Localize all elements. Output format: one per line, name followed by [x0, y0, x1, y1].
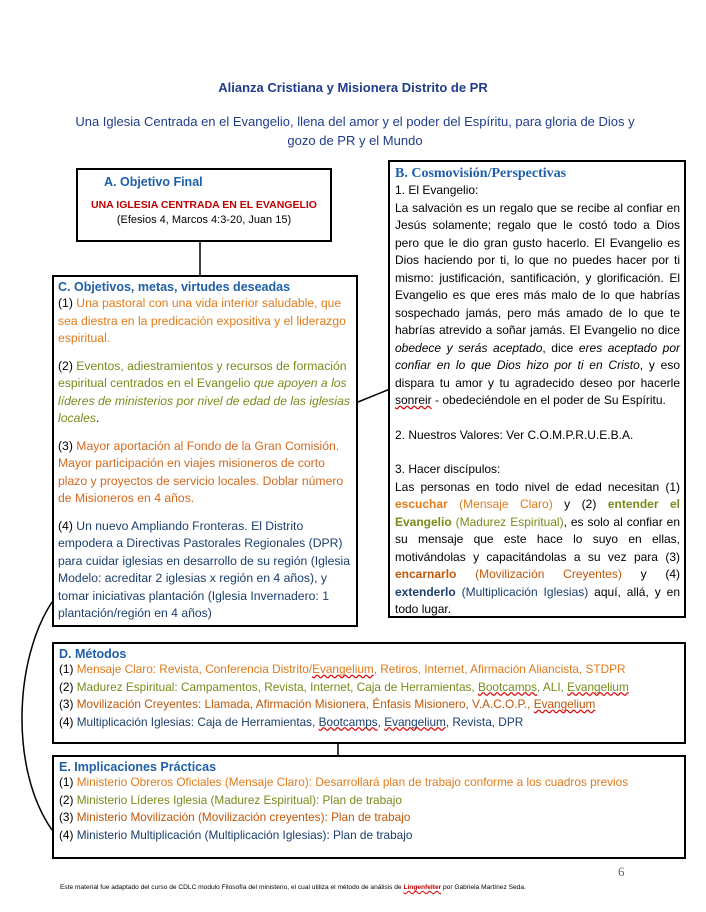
- goal-4: [58, 518, 352, 623]
- method-3-text: Movilización Creyentes: Llamada, Afirmación Misionera, Énfasis Misionero, V.A.C.O.P.,: [73, 697, 534, 711]
- p3-text: Las personas en todo nivel de edad necesitan (1): [395, 479, 680, 494]
- method-1-text: Mensaje Claro: Revista, Conferencia Distrito/: [73, 662, 313, 676]
- goal-3-text: Mayor aportación al Fondo de la Gran Comisión. Mayor participación en viajes misioneros de corto plazo y proyectos de servicio locales. Doblar número de Misioneros en 4 años.: [58, 438, 344, 505]
- box-metodos: [52, 642, 686, 744]
- p3-extenderlo: extenderlo: [395, 584, 456, 599]
- page-number: 6: [618, 864, 625, 879]
- method-4-text-2: ,: [377, 714, 385, 729]
- p1-text: La salvación es un regalo que se recibe al confiar en Jesús solamente; regalo que le costó todo a Dios pero que le dio gran gusto hacerlo. El Evangelio es Dios haciendo por ti, lo que no puedes hacer por ti mismo: justificación, santificación, y glorificación. El Evangelio es que eres más malo de lo que habrías sospechado jamás, pero más amado de lo que te habrías atrevido a soñar jamás. El Evangelio no dice: [395, 200, 680, 337]
- method-2: [59, 679, 680, 697]
- document-title: Alianza Cristiana y Misionera Distrito de PR: [218, 80, 488, 95]
- p1-text-3: , y eso dispara tu amor y tu agradecido deseo por hacerle: [395, 358, 680, 390]
- box-b-paragraph-3: [395, 479, 680, 619]
- box-cosmovision: [388, 160, 686, 618]
- method-3-misspelled: Evangelium: [533, 697, 596, 711]
- p3-multiplicacion: (Multiplicación Iglesias): [455, 584, 589, 599]
- p3-mensaje-claro: (Mensaje Claro): [447, 497, 553, 511]
- method-4-text: Multiplicación Iglesias: Caja de Herramientas,: [73, 714, 319, 729]
- implication-1-number: (1): [59, 775, 74, 789]
- implication-2: [59, 792, 680, 810]
- box-c-heading: C. Objetivos, metas, virtudes deseadas: [58, 280, 291, 294]
- p1-em-1: obedece y serás aceptado: [395, 340, 543, 355]
- footer-note-author: Lingenfelter: [403, 884, 442, 891]
- p3-text-5: aquí, allá, y en todo lugar.: [395, 584, 680, 616]
- method-4-text-3: , Revista, DPR: [445, 714, 524, 729]
- box-d-heading: D. Métodos: [59, 647, 127, 661]
- implication-4-text: Ministerio Multiplicación (Multiplicación Iglesias): Plan de trabajo: [73, 827, 413, 842]
- goal-1-text: Una pastoral con una vida interior saludable, que sea diestra en la predicación expositiva y el liderazgo espiritual.: [58, 296, 346, 345]
- p1-text-4: - obedeciéndole en el poder de Su Espíritu.: [431, 393, 666, 407]
- box-b-item2: 2. Nuestros Valores: Ver C.O.M.P.R.U.E.B.A.: [395, 427, 634, 442]
- box-implicaciones: [52, 755, 686, 859]
- method-2-misspelled-2: Evangelium: [567, 679, 629, 694]
- p3-text-3: , es solo al confiar en su mensaje que este hace lo suyo en ellas, motivándolas y capacitándolas a su vez para (3): [395, 514, 680, 564]
- implication-2-number: (2): [59, 792, 74, 807]
- p3-text-2: y (2): [552, 497, 608, 511]
- goal-2-number: (2): [58, 358, 73, 373]
- p3-escuchar: escuchar: [395, 497, 448, 511]
- goal-1-number: (1): [58, 296, 73, 310]
- method-4-misspelled-1: Bootcamps: [318, 714, 378, 729]
- method-2-text: Madurez Espiritual: Campamentos, Revista, Internet, Caja de Herramientas,: [73, 679, 478, 694]
- goal-3: [58, 438, 352, 508]
- footer-note-text-2: por Gabriela Martínez Seda.: [441, 884, 526, 891]
- connector-c-e: [22, 602, 52, 830]
- method-2-number: (2): [59, 679, 74, 694]
- p3-madurez: (Madurez Espiritual): [451, 514, 564, 529]
- box-objetivo-final: [76, 168, 332, 242]
- goal-1: [58, 295, 352, 348]
- method-2-misspelled-1: Bootcamps: [477, 679, 537, 694]
- document-subtitle: Una Iglesia Centrada en el Evangelio, llena del amor y el poder del Espíritu, para gloria de Dios y gozo de PR y el Mundo: [75, 114, 635, 148]
- goal-2-text: Eventos, adiestramientos y recursos de formación espiritual centrados en el Evangelio: [58, 358, 347, 390]
- goal-4-number: (4): [58, 518, 73, 533]
- p1-misspelled-word: sonreir: [395, 393, 432, 407]
- box-b-item1-title: 1. El Evangelio:: [395, 183, 479, 197]
- implication-3-number: (3): [59, 810, 74, 824]
- method-2-text-2: , ALI,: [536, 679, 568, 694]
- box-b-heading: B. Cosmovisión/Perspectivas: [395, 166, 567, 181]
- implication-3-text: Ministerio Movilización (Movilización creyentes): Plan de trabajo: [73, 810, 411, 824]
- p3-entender: entender el Evangelio: [395, 497, 680, 529]
- goal-2-end: .: [95, 411, 100, 425]
- implication-2-text: Ministerio Líderes Iglesia (Madurez Espiritual): Plan de trabajo: [73, 792, 402, 807]
- method-4-misspelled-2: Evangelium: [384, 714, 446, 729]
- implication-1-text: Ministerio Obreros Oficiales (Mensaje Claro): Desarrollará plan de trabajo conforme a los cuadros previos: [73, 775, 629, 789]
- goal-3-number: (3): [58, 438, 73, 453]
- method-1-misspelled: Evangelium: [312, 662, 374, 676]
- box-a-refs: (Efesios 4, Marcos 4:3-20, Juan 15): [116, 214, 292, 226]
- connector-c-b: [358, 389, 390, 402]
- method-1: [59, 661, 680, 679]
- p3-movilizacion: (Movilización Creyentes): [456, 567, 622, 581]
- goal-4-text: Un nuevo Ampliando Fronteras. El Distrito empodera a Directivas Pastorales Regionales (DPR) para cuidar iglesias en desarrollo de su región (Iglesia Modelo: acreditar 2 iglesias x región en 4 años), y tomar iniciativas plantación (Iglesia Invernadero: 1 plantación/región en 4 años): [58, 518, 350, 620]
- box-a-main: UNA IGLESIA CENTRADA EN EL EVANGELIO: [91, 199, 317, 211]
- method-3: [59, 696, 680, 714]
- p3-text-4: y (4): [621, 567, 680, 581]
- p1-em-2: eres aceptado por confiar en lo que Dios hizo por ti en Cristo: [395, 340, 681, 372]
- footer-note: [60, 884, 700, 891]
- method-1-text-2: , Retiros, Internet, Afirmación Aliancista, STDPR: [373, 662, 626, 676]
- box-e-heading: E. Implicaciones Prácticas: [59, 760, 217, 774]
- box-b-item3-title: 3. Hacer discípulos:: [395, 462, 501, 476]
- method-4-number: (4): [59, 714, 74, 729]
- box-objetivos-metas: [52, 275, 358, 627]
- method-3-number: (3): [59, 697, 74, 711]
- goal-2: [58, 358, 352, 428]
- implication-4: [59, 827, 680, 845]
- implication-3: [59, 809, 680, 827]
- goal-2-emphasis: que apoyen a los líderes de ministerios por nivel de edad de las iglesias locales: [58, 376, 350, 425]
- implication-4-number: (4): [59, 827, 74, 842]
- footer-note-text: Este material fue adaptado del curso de CDLC modulo Filosofía del ministerio, el cual utiliza el método de análisis de: [60, 884, 404, 891]
- box-a-heading: A. Objetivo Final: [104, 175, 203, 189]
- p3-encarnarlo: encarnarlo: [395, 567, 457, 581]
- implication-1: [59, 774, 680, 792]
- method-4: [59, 714, 680, 732]
- p1-text-2: , dice: [542, 340, 579, 355]
- box-b-paragraph-1: [395, 200, 680, 410]
- method-1-number: (1): [59, 662, 74, 676]
